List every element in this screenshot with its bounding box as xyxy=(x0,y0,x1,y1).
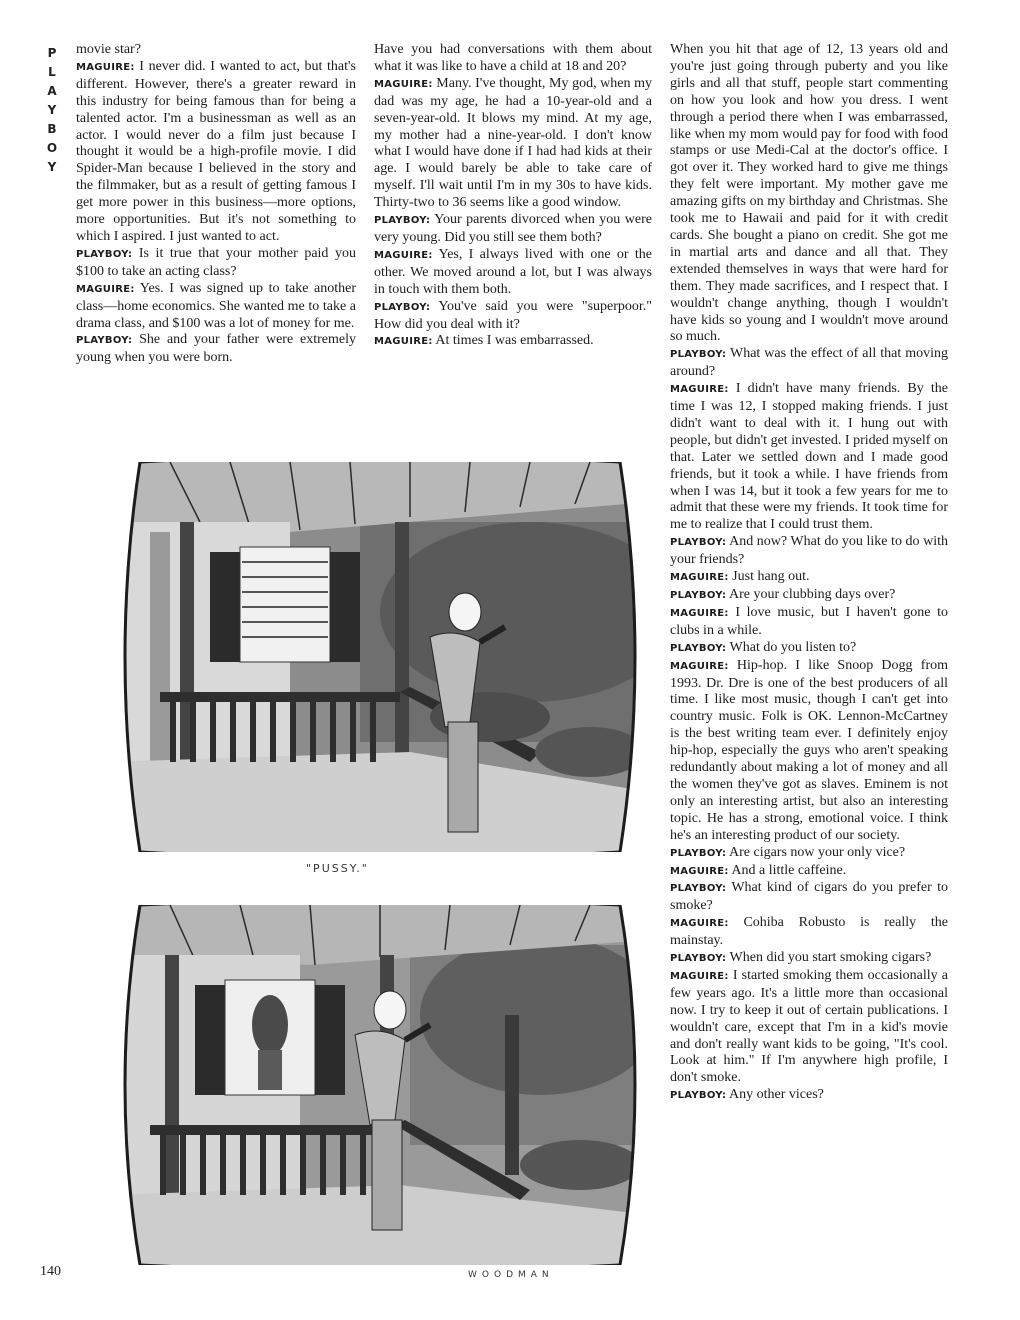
interview-paragraph xyxy=(670,950,948,968)
interview-paragraph xyxy=(670,640,948,658)
cartoon-panel-1 xyxy=(110,462,650,852)
paragraph-text: And now? What do you like to do with your friends? xyxy=(670,534,948,568)
speaker-label: PLAYBOY: xyxy=(670,349,727,361)
interview-paragraph xyxy=(670,863,948,881)
speaker-label: MAGUIRE: xyxy=(76,61,135,73)
interview-paragraph xyxy=(374,247,652,299)
interview-paragraph xyxy=(374,299,652,334)
cartoon-panel-2 xyxy=(110,905,650,1265)
paragraph-text: You've said you were "superpoor." How did you deal with it? xyxy=(374,298,652,332)
brand-letter: P xyxy=(47,46,57,60)
brand-letter: B xyxy=(47,122,57,136)
paragraph-text: She and your father were extremely young when you were born. xyxy=(76,332,356,366)
interview-paragraph xyxy=(670,587,948,605)
interview-paragraph xyxy=(670,845,948,863)
interview-paragraph xyxy=(670,569,948,587)
paragraph-text: Hip-hop. I like Snoop Dogg from 1993. Dr. Dre is one of the best producers of all time. I like most music, though I can't get into country music. Folk is OK. Lennon-McCartney is the best writing team ever. I definitely enjoy hip-hop, especially the guys who aren't speaking redundantly about making a lot of money and all the women they've got as slaves. Eminem is not only an interesting artist, but also an interesting topic. He has a strong, emotional voice. I think he's an interesting product of our society. xyxy=(670,657,948,843)
speaker-label: MAGUIRE: xyxy=(670,607,729,619)
speaker-label: PLAYBOY: xyxy=(670,537,727,549)
speaker-label: PLAYBOY: xyxy=(670,847,727,859)
interview-paragraph xyxy=(374,333,652,351)
paragraph-text: Cohiba Robusto is really the mainstay. xyxy=(670,915,948,949)
brand-letter: Y xyxy=(47,103,57,117)
interview-paragraph xyxy=(670,915,948,950)
paragraph-text: Any other vices? xyxy=(729,1087,824,1103)
brand-letter: A xyxy=(47,84,57,98)
interview-paragraph xyxy=(670,1087,948,1105)
speaker-label: MAGUIRE: xyxy=(76,283,135,295)
text-column-3 xyxy=(670,42,948,1105)
cartoon-caption: "PUSSY." xyxy=(306,862,369,875)
paragraph-text: Just hang out. xyxy=(732,569,810,585)
magazine-brand-vertical xyxy=(40,44,64,177)
speaker-label: PLAYBOY: xyxy=(374,301,431,313)
paragraph-text: Have you had conversations with them about what it was like to have a child at 18 and 20? xyxy=(374,42,652,74)
brand-letter: O xyxy=(46,141,58,155)
speaker-label: MAGUIRE: xyxy=(374,249,433,261)
paragraph-text: Are cigars now your only vice? xyxy=(729,844,906,860)
interview-paragraph xyxy=(670,381,948,534)
paragraph-text: Are your clubbing days over? xyxy=(729,587,896,602)
paragraph-text: Many. I've thought, My god, when my dad was my age, he had a 10-year-old and a seven-year-old. It blows my mind. At my age, my mother had a nine-year-old. I don't know what I would have done if I had had kids at their age. I would barely be able to take care of myself. I'll wait until I'm in my 30s to have kids. Thirty-two to 36 seems like a good window. xyxy=(374,75,653,211)
paragraph-text: I love music, but I haven't gone to clubs in a while. xyxy=(670,604,948,638)
interview-paragraph xyxy=(670,658,948,845)
speaker-label: PLAYBOY: xyxy=(670,642,727,654)
paragraph-text: What kind of cigars do you prefer to smoke? xyxy=(670,880,948,914)
paragraph-text: When did you start smoking cigars? xyxy=(729,950,932,966)
interview-paragraph xyxy=(670,42,948,346)
speaker-label: MAGUIRE: xyxy=(670,865,729,877)
speaker-label: PLAYBOY: xyxy=(670,1090,727,1102)
brand-letter: Y xyxy=(47,160,57,174)
interview-paragraph xyxy=(670,346,948,381)
interview-paragraph xyxy=(76,281,356,333)
interview-paragraph xyxy=(76,59,356,246)
paragraph-text: Is it true that your mother paid you $100 to take an acting class? xyxy=(76,245,357,279)
paragraph-text: movie star? xyxy=(76,42,141,57)
paragraph-text: At times I was embarrassed. xyxy=(435,333,594,349)
speaker-label: PLAYBOY: xyxy=(76,335,133,347)
speaker-label: MAGUIRE: xyxy=(374,78,433,90)
artist-signature: WOODMAN xyxy=(468,1270,554,1280)
paragraph-text: Yes. I was signed up to take another class—home economics. She wanted me to take a drama class, and $100 was a lot of money for me. xyxy=(76,280,357,331)
speaker-label: PLAYBOY: xyxy=(670,953,727,965)
interview-paragraph xyxy=(670,605,948,640)
speaker-label: MAGUIRE: xyxy=(670,660,729,672)
paragraph-text: Your parents divorced when you were very young. Did you still see them both? xyxy=(374,212,653,245)
brand-letter: L xyxy=(48,65,56,79)
paragraph-text: And a little caffeine. xyxy=(731,862,847,878)
paragraph-text: I started smoking them occasionally a few years ago. It's a little more than occasional now. I try to keep it out of certain publications. I wouldn't care, except that I'm in a kid's movie and don't really want kids to be going, "It's cool. Look at him." If I'm anywhere high profile, I don't smoke. xyxy=(670,967,948,1086)
text-column-1 xyxy=(76,42,356,367)
interview-paragraph xyxy=(76,332,356,367)
interview-paragraph xyxy=(76,42,356,59)
interview-paragraph xyxy=(670,534,948,569)
speaker-label: PLAYBOY: xyxy=(670,590,727,601)
speaker-label: PLAYBOY: xyxy=(374,215,431,227)
paragraph-text: Yes, I always lived with one or the other. We moved around a lot, but I was always in touch with them both. xyxy=(374,246,652,297)
paragraph-text: I didn't have many friends. By the time I was 12, I stopped making friends. I just didn't want to deal with it. I hung out with people, but didn't get invested. I prided myself on that. Later we settled down and I made good friends, but it took a while. I have friends from when I was 14, but it took a few years for me to admit that these were my friends. It took time for me to realize that I could trust them. xyxy=(670,381,949,533)
interview-paragraph xyxy=(76,246,356,281)
interview-paragraph xyxy=(670,880,948,915)
paragraph-text: When you hit that age of 12, 13 years old and you're just going through puberty and you like girls and all that stuff, people start commenting on how you look and how you dress. I went through a period there when I was embarrassed, like when my mom would pay for food with food stamps or use Medi-Cal at the doctor's office. I got over it. They worked hard to give me things they felt were important. My mother gave me amazing gifts on my birthday and Christmas. She took me to Hawaii and paid for it with credit cards. She bought a piano on credit. She got me in martial arts and dance and all that. They extended themselves in ways that were hard for them. They made sacrifices, and I respect that. I wouldn't change anything, though I wouldn't have kids so young and I wouldn't move around so much. xyxy=(670,42,948,345)
page-number: 140 xyxy=(40,1264,61,1279)
speaker-label: PLAYBOY: xyxy=(76,248,133,260)
interview-paragraph xyxy=(374,76,652,212)
speaker-label: MAGUIRE: xyxy=(670,918,729,930)
speaker-label: MAGUIRE: xyxy=(670,384,729,396)
speaker-label: MAGUIRE: xyxy=(670,572,729,584)
paragraph-text: What do you listen to? xyxy=(729,639,857,655)
text-column-2 xyxy=(374,42,652,351)
speaker-label: MAGUIRE: xyxy=(374,336,433,348)
interview-paragraph xyxy=(374,42,652,76)
paragraph-text: What was the effect of all that moving around? xyxy=(670,346,948,380)
paragraph-text: I never did. I wanted to act, but that's different. However, there's a greater reward in this industry for being famous than for being a talented actor. I'm a businessman as well as an actor. I would never do a film just because I thought it would be a high-profile movie. I did Spider-Man because I believed in the story and the filmmaker, but as a result of getting famous I get more power in this business—more options, more opportunities. But it's not something to which I aspired. I just wanted to act. xyxy=(76,58,357,244)
speaker-label: PLAYBOY: xyxy=(670,883,727,895)
interview-paragraph xyxy=(374,212,652,247)
interview-paragraph xyxy=(670,968,948,1087)
speaker-label: MAGUIRE: xyxy=(670,970,729,982)
